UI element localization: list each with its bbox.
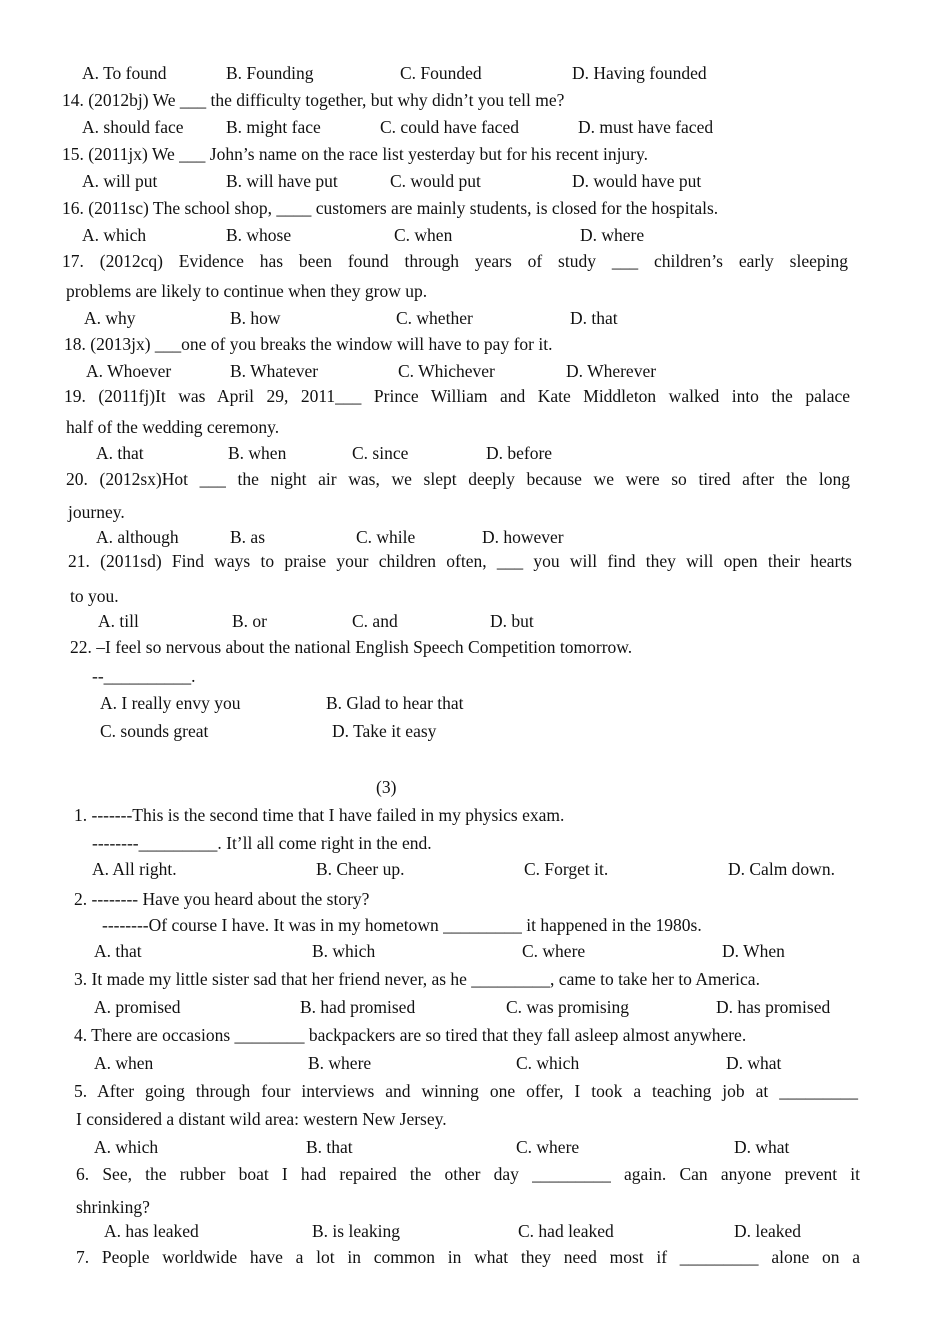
question-text: 2. -------- Have you heard about the story?: [74, 889, 370, 909]
answer-option: D. however: [482, 527, 564, 547]
question-text: 20. (2012sx)Hot ___ the night air was, we slept deeply because we were so tired after the long: [66, 469, 850, 489]
answer-option: C. had leaked: [518, 1221, 614, 1241]
answer-option: A. that: [96, 443, 144, 463]
question-text: 4. There are occasions ________ backpackers are so tired that they fall asleep almost anywhere.: [74, 1025, 747, 1045]
answer-option: B. where: [308, 1053, 372, 1073]
answer-option: D. Wherever: [566, 361, 657, 381]
answer-option: D. before: [486, 443, 553, 463]
answer-option: A. All right.: [92, 859, 177, 879]
answer-option: D. Calm down.: [728, 859, 835, 879]
answer-option: D. that: [570, 308, 618, 328]
question-text: 16. (2011sc) The school shop, ____ customers are mainly students, is closed for the hospitals.: [62, 198, 719, 218]
answer-option: C. when: [394, 225, 453, 245]
question-text: 6. See, the rubber boat I had repaired the other day _________ again. Can anyone prevent it: [76, 1164, 860, 1184]
answer-option: C. Forget it.: [524, 859, 609, 879]
answer-option: D. must have faced: [578, 117, 714, 137]
answer-option: C. whether: [396, 308, 473, 328]
answer-option: B. that: [306, 1137, 353, 1157]
answer-option: A. I really envy you: [100, 693, 241, 713]
answer-option: C. where: [516, 1137, 580, 1157]
question-text: 15. (2011jx) We ___ John’s name on the race list yesterday but for his recent injury.: [62, 144, 648, 164]
question-text: --------_________. It’ll all come right in the end.: [92, 833, 432, 853]
answer-option: C. since: [352, 443, 409, 463]
section-heading: (3): [376, 777, 397, 797]
answer-option: B. whose: [226, 225, 292, 245]
answer-option: D. what: [734, 1137, 790, 1157]
answer-option: B. might face: [226, 117, 321, 137]
answer-option: B. or: [232, 611, 267, 631]
answer-option: D. Having founded: [572, 63, 707, 83]
question-text: --------Of course I have. It was in my hometown _________ it happened in the 1980s.: [102, 915, 702, 935]
question-text: 21. (2011sd) Find ways to praise your children often, ___ you will find they will open their hearts: [68, 551, 852, 571]
answer-option: C. which: [516, 1053, 580, 1073]
question-text: I considered a distant wild area: western New Jersey.: [76, 1109, 447, 1129]
answer-option: B. when: [228, 443, 287, 463]
answer-option: A. which: [82, 225, 147, 245]
answer-option: A. To found: [82, 63, 167, 83]
answer-option: C. and: [352, 611, 398, 631]
answer-option: D. When: [722, 941, 785, 961]
answer-option: B. how: [230, 308, 281, 328]
answer-option: A. will put: [82, 171, 158, 191]
answer-option: D. Take it easy: [332, 721, 437, 741]
answer-option: B. as: [230, 527, 265, 547]
answer-option: D. where: [580, 225, 645, 245]
question-text: 22. –I feel so nervous about the national English Speech Competition tomorrow.: [70, 637, 633, 657]
answer-option: A. when: [94, 1053, 154, 1073]
answer-option: B. Cheer up.: [316, 859, 405, 879]
answer-option: B. will have put: [226, 171, 338, 191]
answer-option: B. had promised: [300, 997, 416, 1017]
question-text: to you.: [70, 586, 119, 606]
answer-option: B. Whatever: [230, 361, 319, 381]
question-text: 5. After going through four interviews and winning one offer, I took a teaching job at _________: [74, 1081, 858, 1101]
answer-option: A. should face: [82, 117, 184, 137]
answer-option: A. Whoever: [86, 361, 172, 381]
answer-option: C. Founded: [400, 63, 482, 83]
answer-option: C. was promising: [506, 997, 629, 1017]
question-text: 3. It made my little sister sad that her friend never, as he _________, came to take her to America.: [74, 969, 760, 989]
question-text: 18. (2013jx) ___one of you breaks the window will have to pay for it.: [64, 334, 553, 354]
question-text: 17. (2012cq) Evidence has been found through years of study ___ children’s early sleeping: [62, 251, 848, 271]
answer-option: D. but: [490, 611, 534, 631]
answer-option: A. that: [94, 941, 142, 961]
answer-option: A. has leaked: [104, 1221, 199, 1241]
answer-option: A. why: [84, 308, 136, 328]
answer-option: B. Founding: [226, 63, 314, 83]
answer-option: B. is leaking: [312, 1221, 400, 1241]
answer-option: C. where: [522, 941, 586, 961]
question-text: shrinking?: [76, 1197, 150, 1217]
answer-option: A. promised: [94, 997, 181, 1017]
answer-option: C. while: [356, 527, 416, 547]
question-text: half of the wedding ceremony.: [66, 417, 280, 437]
answer-option: B. which: [312, 941, 376, 961]
question-text: 1. -------This is the second time that I have failed in my physics exam.: [74, 805, 565, 825]
question-text: 7. People worldwide have a lot in common in what they need most if _________ alone on a: [76, 1247, 860, 1267]
answer-option: C. Whichever: [398, 361, 495, 381]
answer-option: C. sounds great: [100, 721, 209, 741]
answer-option: D. would have put: [572, 171, 702, 191]
question-text: problems are likely to continue when they grow up.: [66, 281, 428, 301]
answer-option: A. which: [94, 1137, 159, 1157]
answer-option: C. could have faced: [380, 117, 519, 137]
answer-option: B. Glad to hear that: [326, 693, 464, 713]
question-text: 14. (2012bj) We ___ the difficulty together, but why didn’t you tell me?: [62, 90, 565, 110]
question-text: journey.: [68, 502, 125, 522]
answer-option: D. has promised: [716, 997, 831, 1017]
answer-option: D. what: [726, 1053, 782, 1073]
answer-option: A. although: [96, 527, 179, 547]
answer-option: A. till: [98, 611, 139, 631]
question-text: 19. (2011fj)It was April 29, 2011___ Prince William and Kate Middleton walked into the palace: [64, 386, 850, 406]
question-text: --__________.: [92, 666, 196, 686]
answer-option: D. leaked: [734, 1221, 802, 1241]
answer-option: C. would put: [390, 171, 481, 191]
